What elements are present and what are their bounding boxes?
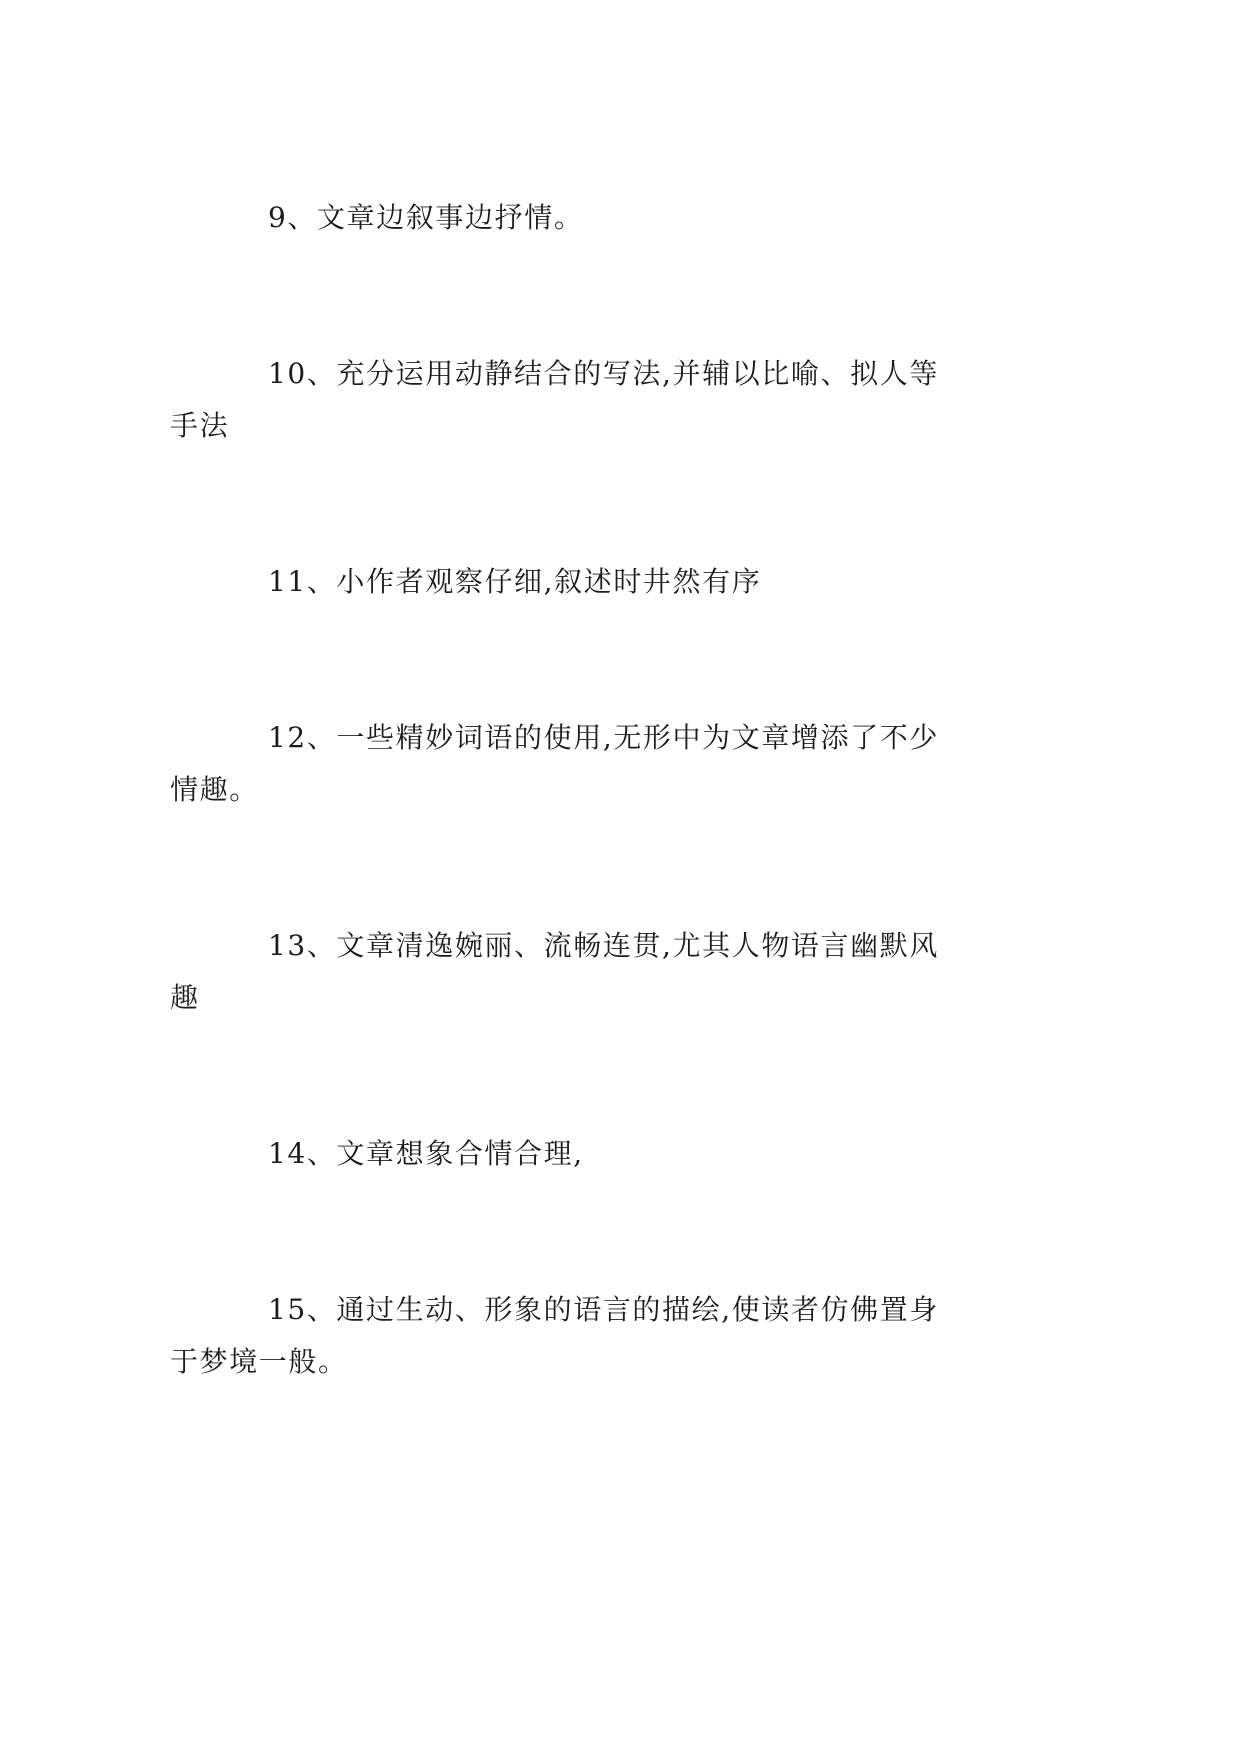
paragraph-13 [170,920,1071,1024]
paragraph-15 [170,1284,1071,1388]
paragraph-14 [170,1128,1071,1180]
paragraph-line: 13、文章清逸婉丽、流畅连贯,尤其人物语言幽默风 [268,929,939,962]
paragraph-11 [170,556,1071,608]
paragraph-line: 11、小作者观察仔细,叙述时井然有序 [268,565,762,598]
paragraph-line: 手法 [170,409,230,442]
paragraph-line: 于梦境一般。 [170,1345,348,1378]
paragraph-line: 9、文章边叙事边抒情。 [268,201,584,234]
paragraph-9 [170,192,1071,244]
paragraph-line: 12、一些精妙词语的使用,无形中为文章增添了不少 [268,721,939,754]
paragraph-12 [170,712,1071,816]
paragraph-line: 15、通过生动、形象的语言的描绘,使读者仿佛置身 [268,1293,939,1326]
paragraph-line: 10、充分运用动静结合的写法,并辅以比喻、拟人等 [268,357,939,390]
paragraph-line: 14、文章想象合情合理, [268,1137,584,1170]
paragraph-line: 趣 [170,981,200,1014]
paragraph-line: 情趣。 [170,773,259,806]
paragraph-10 [170,348,1071,452]
